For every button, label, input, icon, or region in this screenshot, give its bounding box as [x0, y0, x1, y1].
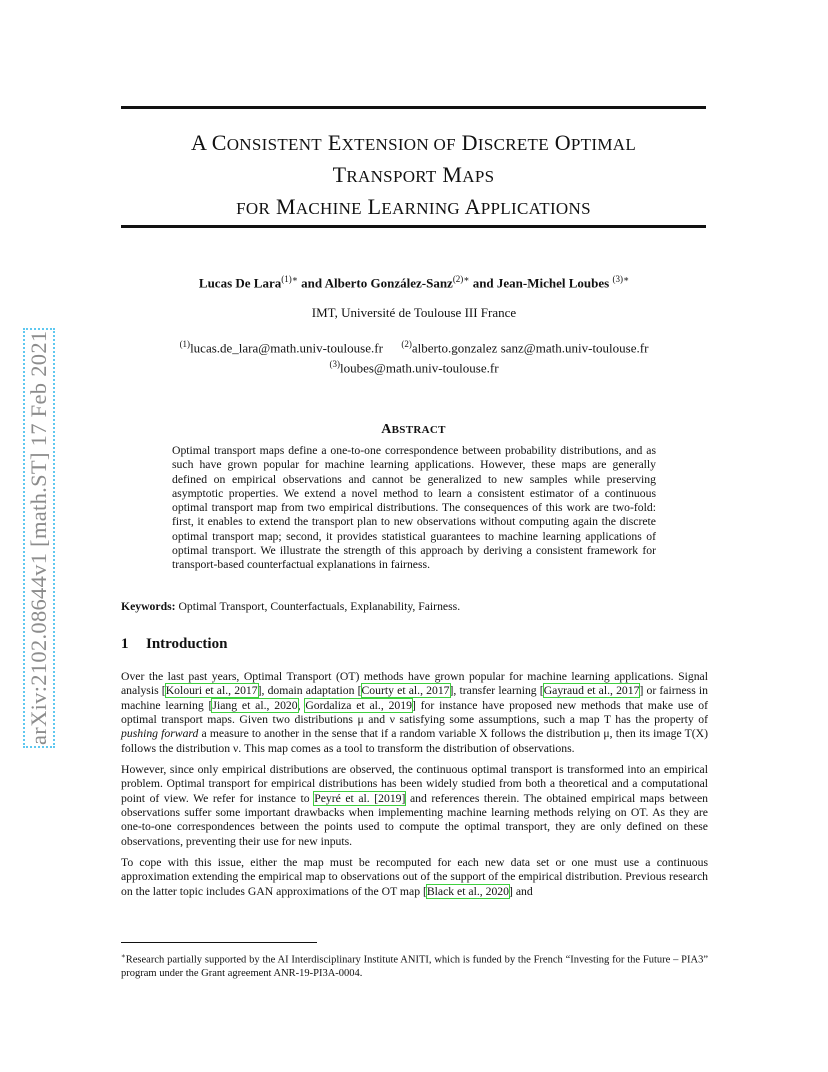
email-1[interactable]: lucas.de_lara@math.univ-toulouse.fr: [190, 340, 383, 356]
author-3-name: Jean-Michel Loubes: [496, 275, 610, 291]
paragraph-3: [121, 856, 708, 899]
paper-title: [121, 128, 706, 224]
emphasis: pushing forward: [121, 727, 199, 741]
abstract-text: Optimal transport maps define a one-to-one correspondence between probability distributions, and as such have grown popular for machine learning applications. However, these maps are generally defined on empirical observations and cannot be generalized to new samples while preserving asymptotic properties. We extend a novel method to learn a consistent estimator of a continuous optimal transport map from two empirical distributions. The consequences of this work are two-fold: first, it enables to extend the transport plan to new observations without computing again the discrete optimal transport map; second, it provides statistical guarantees to machine learning applications of optimal transport. We illustrate the strength of this approach by deriving a consistent framework for transport-based counterfactual explanations in fairness.: [172, 444, 656, 572]
title-rule-bottom: [121, 225, 706, 228]
citation-link[interactable]: Gayraud et al., 2017: [543, 684, 640, 698]
text-run: ], domain adaptation [: [257, 684, 362, 698]
text-run: ], transfer learning [: [449, 684, 544, 698]
text-run: ] for instance have proposed new methods that make use of optimal transport maps. Given two distributions μ and ν satisfying some assumptions, such a map T has the property of: [121, 698, 709, 727]
section-title: Introduction: [146, 636, 228, 652]
title-rule-top: [121, 106, 706, 109]
keywords-label: Keywords:: [121, 600, 176, 613]
author-emails: [100, 336, 728, 377]
author-1-name: Lucas De Lara: [198, 275, 282, 291]
section-number: 1: [121, 636, 129, 652]
citation-link[interactable]: Kolouri et al., 2017: [165, 684, 258, 698]
title-line-3: FOR MACHINE LEARNING APPLICATIONS: [236, 194, 591, 219]
paragraph-2: [121, 763, 708, 849]
citation-link[interactable]: Jiang et al., 2020: [212, 698, 298, 712]
keywords: [121, 600, 706, 613]
text-run: and references therein. The obtained empirical maps between observations suffer some important drawbacks when implementing machine learning methods relying on OT. As they are one-to-one correspondences between the points used to compute the optimal transport, they are only defined on these observations, preventing their use for new inputs.: [121, 791, 709, 848]
text-run: ] and: [509, 884, 533, 898]
text-run: a measure to another in the sense that if a random variable X follows the distribution μ, then its image T(X) follows the distribution ν. This map comes as a tool to transform the distribution of observations.: [121, 727, 708, 755]
email-1-mark: (1): [179, 339, 191, 349]
author-3-mark: (3)∗: [612, 274, 630, 284]
arxiv-identifier-stamp[interactable]: arXiv:2102.08644v1 [math.ST] 17 Feb 2021: [26, 330, 51, 745]
footnote-rule: [121, 942, 317, 943]
text-run: ,: [297, 698, 306, 712]
text-run: To cope with this issue, either the map must be recomputed for each new data set or one must use a continuous approximation extending the empirical map to observations out of the support of the empirical distribution. Previous research on the latter topic includes GAN approximations of the OT map [: [121, 856, 708, 898]
text-run: However, since only empirical distributions are observed, the continuous optimal transport is transformed into an empirical problem. Optimal transport for empirical distributions has been widely studied from both a theoretical and a computational point of view. We refer for instance to: [121, 763, 708, 805]
introduction-body: [121, 670, 708, 906]
author-list: [100, 274, 728, 291]
citation-link[interactable]: Gordaliza et al., 2019: [305, 698, 412, 712]
email-3[interactable]: loubes@math.univ-toulouse.fr: [339, 360, 499, 376]
author-conjunction: and: [301, 275, 323, 291]
author-1-mark: (1)∗: [281, 274, 298, 284]
footnote-text: Research partially supported by the AI Interdisciplinary Institute ANITI, which is funded by the French “Investing for the Future – PIA3” program under the Grant agreement ANR-19-PI3A-0004.: [121, 954, 708, 979]
keywords-text: Optimal Transport, Counterfactuals, Explanability, Fairness.: [178, 600, 461, 613]
email-2[interactable]: alberto.gonzalez sanz@math.univ-toulouse.fr: [411, 340, 649, 356]
citation-link[interactable]: Peyré et al. [2019]: [314, 791, 406, 805]
email-3-mark: (3): [329, 359, 340, 370]
abstract-heading: ABSTRACT: [381, 422, 446, 437]
title-line-1: A CONSISTENT EXTENSION OF DISCRETE OPTIMAL: [190, 130, 636, 155]
text-run: ] or fairness in machine learning [: [121, 684, 708, 712]
affiliation: IMT, Université de Toulouse III France: [311, 305, 517, 320]
text-run: Over the last past years, Optimal Transport (OT) methods have grown popular for machine learning applications. Signal analysis [: [121, 670, 708, 698]
email-2-mark: (2): [401, 339, 412, 349]
section-heading-introduction: [121, 636, 227, 653]
citation-link[interactable]: Courty et al., 2017: [361, 684, 450, 698]
author-conjunction: and: [472, 275, 494, 291]
citation-link[interactable]: Black et al., 2020: [426, 884, 509, 898]
author-2-name: Alberto González-Sanz: [324, 275, 453, 291]
author-2-mark: (2)∗: [452, 274, 470, 284]
paragraph-1: [121, 670, 708, 756]
footnote: [121, 950, 708, 980]
footnote-mark: ∗: [121, 952, 126, 960]
title-line-2: TRANSPORT MAPS: [332, 162, 495, 187]
